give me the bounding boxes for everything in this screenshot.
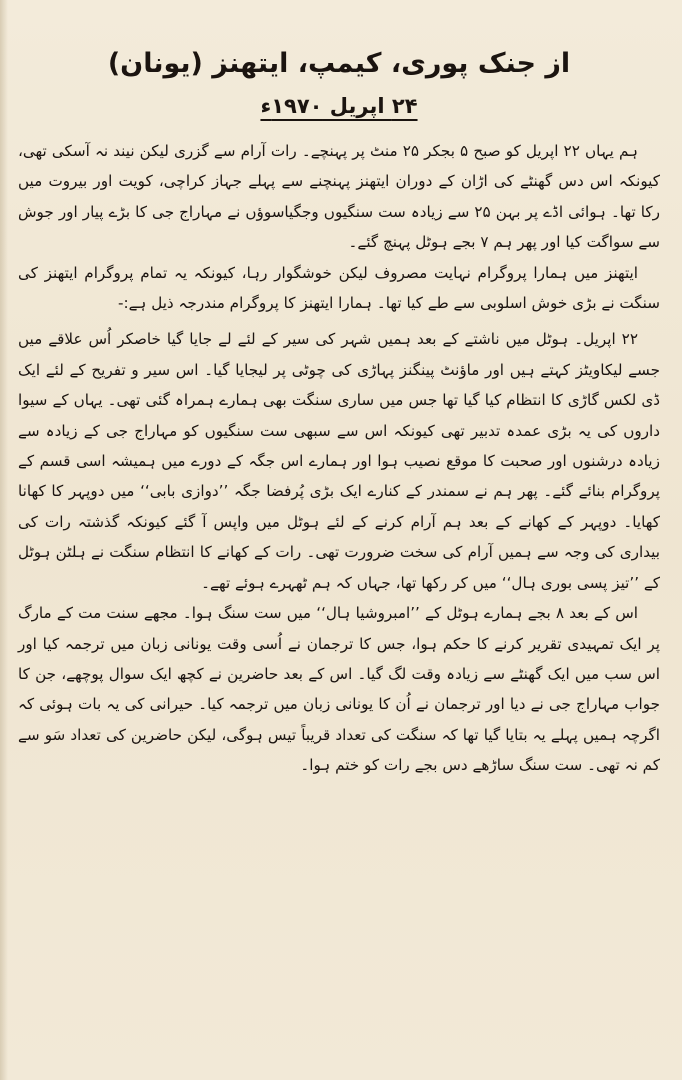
paragraph-satsang: اس کے بعد ۸ بجے ہمارے ہوٹل کے ’’امبروشیا ہال‘‘ میں ست سنگ ہوا۔ مجھے سنت مت کے مارگ پر ایک تمہیدی تقریر کرنے کا حکم ہوا، جس کا ترجمان نے اُسی وقت یونانی زبان میں ترجمہ کیا اور اس سب میں ایک گھنٹے سے زیادہ وقت لگ گیا۔ اس کے بعد حاضرین نے کچھ ایک سوال پوچھے، جن کا جواب مہاراج جی نے دیا اور ترجمان نے اُن کا یونانی زبان میں ترجمہ کیا۔ حیرانی کی یہ بات ہوئی کہ اگرچہ ہمیں پہلے یہ بتایا گیا تھا کہ سنگت کی تعداد قریباً تیس ہوگی، لیکن حاضرین کی تعداد سَو سے کم نہ تھی۔ ست سنگ ساڑھے دس بجے رات کو ختم ہوا۔	[18, 604, 660, 775]
page-title: از جنک پوری، کیمپ، ایتھنز (یونان)	[107, 48, 571, 79]
page-body	[18, 136, 660, 781]
paragraph-program: ایتھنز میں ہمارا پروگرام نہایت مصروف لیکن خوشگوار رہا، کیونکہ یہ تمام پروگرام ایتھنز کی سنگت نے بڑی خوش اسلوبی سے طے کیا تھا۔ ہمارا ایتھنز کا پروگرام مندرجہ ذیل ہے:-	[18, 263, 660, 313]
paragraph-april-22: ۲۲ اپریل۔ ہوٹل میں ناشتے کے بعد ہمیں شہر کی سیر کے لئے لے جایا گیا خاصکر اُس علاقے میں جسے لیکاویٹز کہتے ہیں اور ماؤنٹ پینگنز پہاڑی کی چوٹی پر لیجایا گیا۔ اس سیر و تفریح کے لئے ایک ڈی لکس گاڑی کا انتظام کیا گیا تھا جس میں ساری سنگت بھی ہمارے ہمراہ گئی تھی۔ یہاں کے سیوا داروں کی یہ بڑی عمدہ تدبیر تھی کیونکہ اس سے سبھی ست سنگیوں کو مہاراج جی کے زیادہ سے زیادہ درشنوں اور صحبت کا موقع نصیب ہوا اور ہمارے اس جگہ کے دورے میں ہمیشہ اسی قسم کے پروگرام بنائے گئے۔ پھر ہم نے سمندر کے کنارے ایک بڑی پُرفضا جگہ ’’دوازی بابی‘‘ میں دوپہر کا کھانا کھایا۔ دوپہر کے کھانے کے بعد ہم آرام کرنے کے لئے ہوٹل میں واپس آ گئے کیونکہ گذشتہ رات کی بیداری کی وجہ سے ہمیں آرام کی سخت ضرورت تھی۔ رات کے کھانے کا انتظام سنگت نے ہلٹن ہوٹل کے ’’تیز پسی بوری ہال‘‘ میں کر رکھا تھا، جہاں کہ ہم ٹھہرے ہوئے تھے۔	[18, 330, 660, 592]
paragraph-arrival: ہم یہاں ۲۲ اپریل کو صبح ۵ بجکر ۲۵ منٹ پر پہنچے۔ رات آرام سے گزری لیکن نیند نہ آسکی تھی، کیونکہ اس دس گھنٹے کی اڑان کے دوران ایتھنز پہنچنے سے پہلے جہاز کراچی، کویت اور بیروت میں رکا تھا۔ ہوائی اڈے پر بہن ۲۵ سے زیادہ ست سنگیوں وجگیاسوؤں نے مہاراج جی کا بڑے پیار اور جوش سے سواگت کیا اور پھر ہم ۷ بجے ہوٹل پہنچ گئے۔	[18, 142, 660, 252]
entry-date: ۲۴ اپریل ۱۹۷۰ء	[260, 94, 418, 118]
